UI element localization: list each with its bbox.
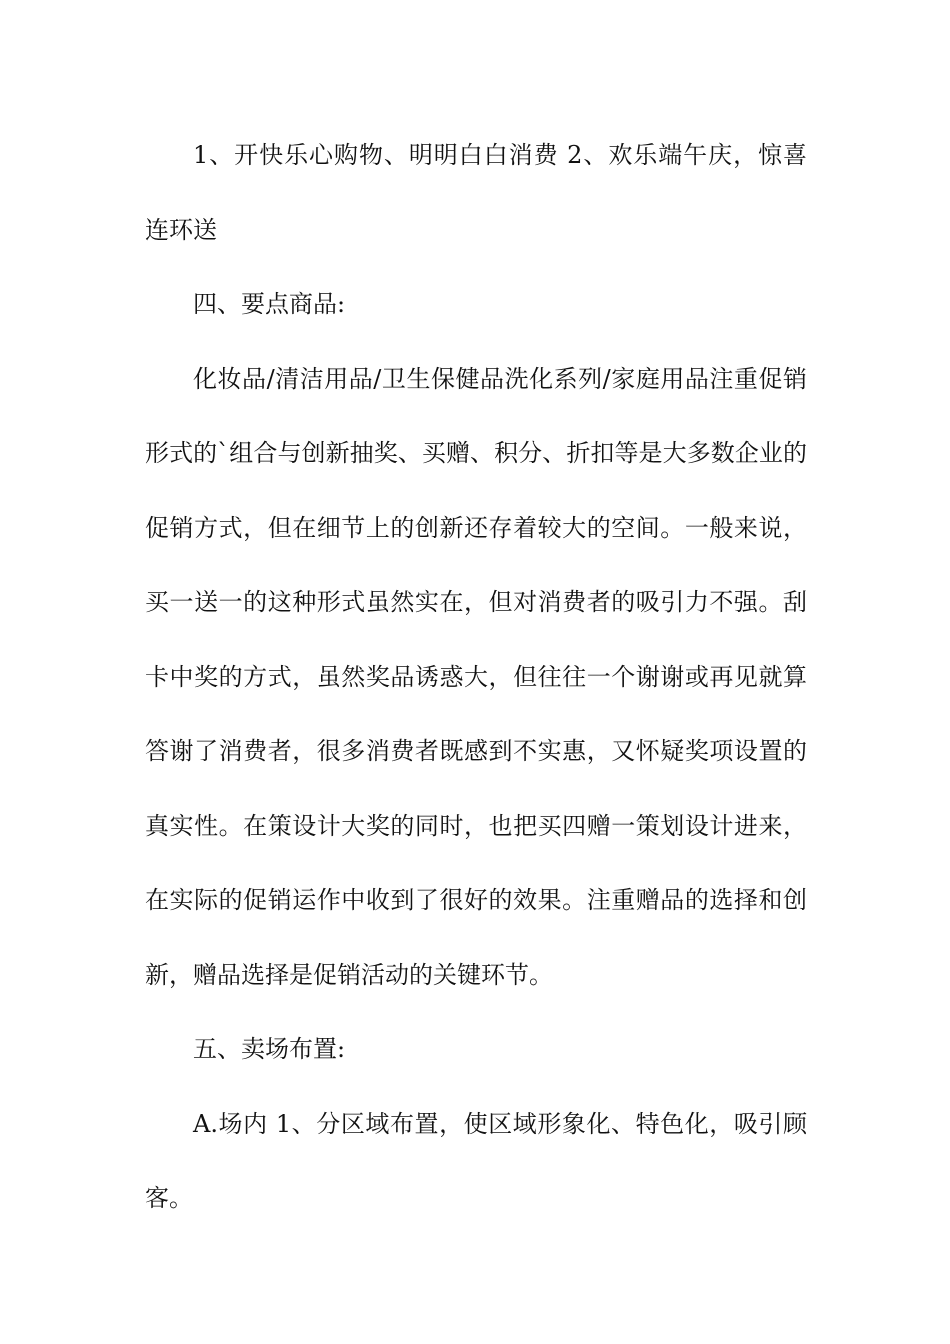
document-body — [145, 118, 807, 1236]
paragraph-zone-layout: A.场内 1、分区域布置，使区域形象化、特色化，吸引顾客。 — [145, 1109, 807, 1212]
section-heading-key-products: 四、要点商品: — [193, 290, 346, 318]
paragraph-slogans: 1、开快乐心购物、明明白白消费 2、欢乐端午庆，惊喜连环送 — [145, 141, 807, 244]
section-heading-store-layout: 五、卖场布置: — [193, 1035, 346, 1063]
paragraph-promotion-forms: 化妆品/清洁用品/卫生保健品洗化系列/家庭用品注重促销形式的`组合与创新抽奖、买赠、积分、折扣等是大多数企业的促销方式，但在细节上的创新还存着较大的空间。一般来说，买一送一的这种形式虽然实在，但对消费者的吸引力不强。刮卡中奖的方式，虽然奖品诱惑大，但往往一个谢谢或再见就算答谢了消费者，很多消费者既感到不实惠，又怀疑奖项设置的真实性。在策设计大奖的同时，也把买四赠一策划设计进来，在实际的促销运作中收到了很好的效果。注重赠品的选择和创新，赠品选择是促销活动的关键环节。 — [145, 364, 807, 989]
